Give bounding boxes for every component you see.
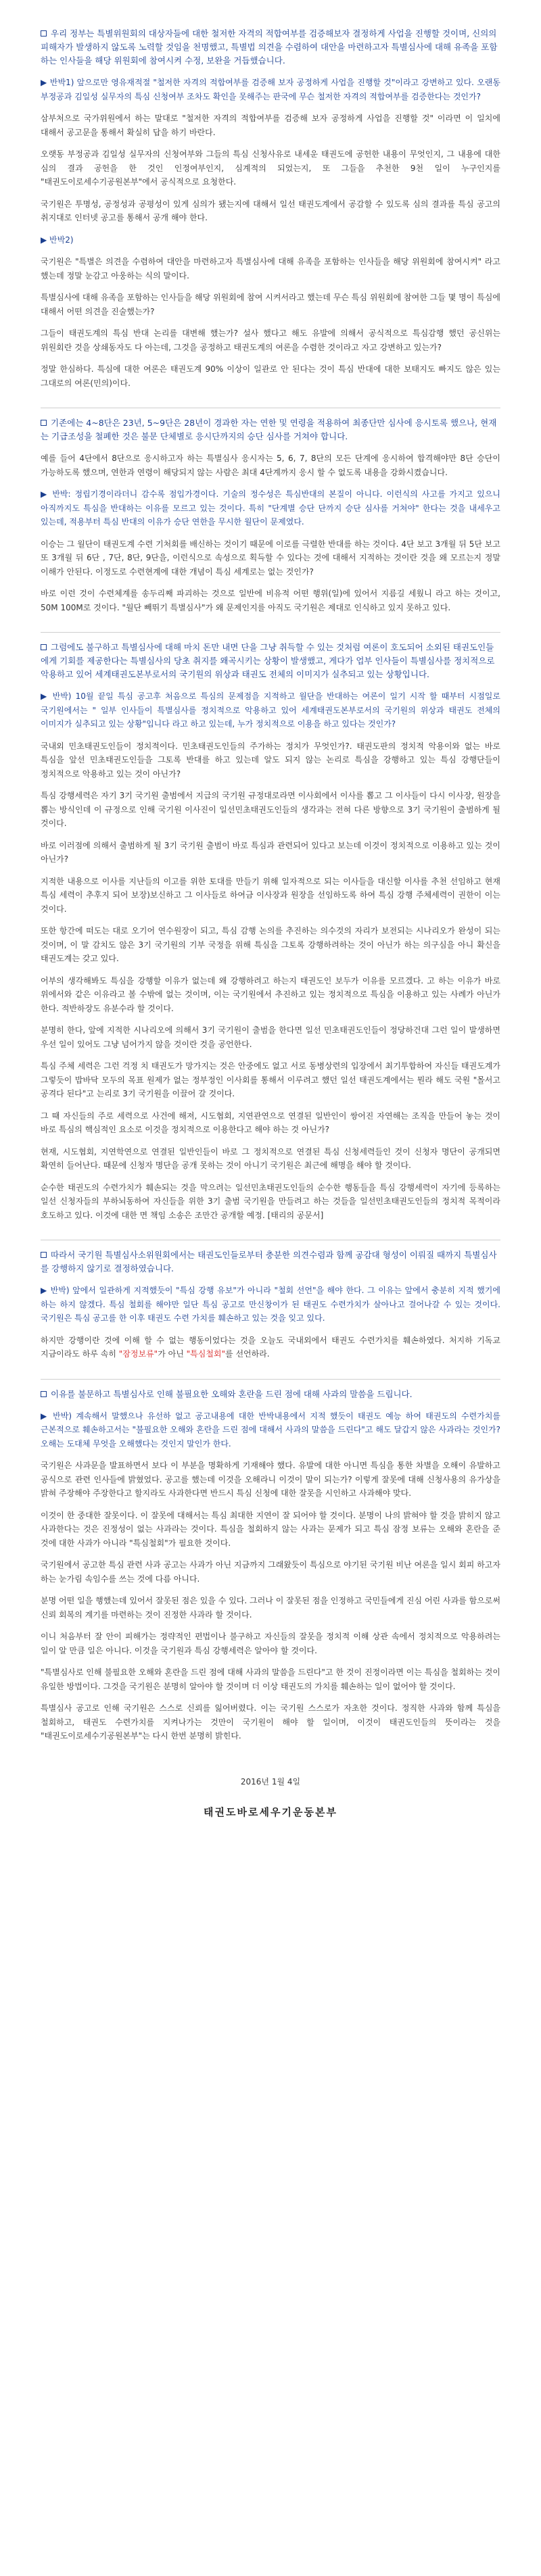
- body-paragraph: 바로 이러점에 의해서 출범하게 될 3기 국기원 출범이 바로 특심과 관련되어 있다고 보는데 이것이 정치적으로 이용하고 있는 것이 아닌가?: [41, 840, 500, 864]
- body-paragraph: 삼부처으로 국가위원에서 하는 말대로 "철저한 자격의 적합여부를 검증해 보자 공정하게 사업을 진행할 것" 이라면 이 일치에 대해서 공고문을 통해서 확실히 답을 하기 바란다.: [41, 114, 500, 137]
- section-heading: [41, 27, 500, 68]
- body-paragraph: 그 때 자신들의 주로 세력으로 사건에 해져, 시도협회, 지연관연으로 연결된 일반인이 쌍어진 자연해는 조직을 만들어 놓는 것이 바로 특심의 핵심적인 요소로 이것을 정치적으로 이용한다고 해야 하는 것 아닌가?: [41, 1111, 500, 1134]
- section-heading-text: 그럼에도 불구하고 특별심사에 대해 마치 돈만 내면 단을 그냥 취득할 수 있는 것처럼 여론이 호도되어 소외된 태권도인들에게 기회를 제공한다는 특별심사의 당초 취지를 왜곡시키는 상황이 발생했고, 게다가 업부 인사들이 특별심사를 정치적으로 악용하고 있어 세계태권도본부로서의 국기원의 위상과 태권도 전체의 이미지가 실추되고 있는 상황입니다.: [41, 642, 495, 679]
- section-heading: [41, 1248, 500, 1275]
- checkbox-square-icon: [41, 644, 47, 650]
- checkbox-square-icon: [41, 30, 47, 37]
- statement-section: [41, 19, 500, 408]
- section-heading-text: 우리 정부는 특별위원회의 대상자들에 대한 철저한 자격의 적합여부를 검증해보자 결정하게 사업을 진행할 것이며, 신의의 피해자가 발생하지 않도록 노력할 것임을 천명했고, 특별법 의견을 수렴하여 대안을 마련하고자 특별심사에 대해 유족을 포함하는 인사들을 해당 위원회에 참여시켜 수정, 보완을 거듭했습니다.: [41, 28, 498, 66]
- rebuttal-paragraph: ▶ 반박2): [41, 235, 74, 245]
- body-paragraph: 지적한 내용으로 이사를 지난들의 이고를 위한 토대를 만들기 위해 일자적으로 되는 이사들을 대신할 이사를 추천 선임하고 현재 특심 세력이 추후지 되어 보장)보신하고 그 이사들로 하여금 이사장과 원장을 선임하도록 하여 특심 강행 주체세력이 권한이 이는 것이다.: [41, 876, 500, 914]
- section-heading-text: 따라서 국기원 특별심사소위원회에서는 태권도인들로부터 충분한 의견수렴과 함께 공감대 형성이 이뤄질 때까지 특별심사를 강행하지 않기로 결정하였습니다.: [41, 1250, 497, 1273]
- body-paragraph: 이승는 그 월단이 태권도계 수련 기처회를 배신하는 것이기 때문에 이로를 극렬한 반대를 하는 것이다. 4단 보고 3개월 뒤 5단 보고 또 3개월 뒤 6단 , 7단, 8단, 9단을, 이런식으로 속성으로 획득할 수 있다는 것에 대해서 지적하는 것이란 것을 왜 모르는지 정말 이해가 안된다. 이정도로 수련현계에 대한 개념이 특심 세계로는 없는 것인가?: [41, 539, 500, 577]
- rebuttal-paragraph: ▶ 반박1) 앞으로만 영유재적절 "철저한 자격의 적합여부를 검증해 보자 공정하게 사업을 진행할 것"이라고 강변하고 있다. 오랜동 부정공과 김일성 실무자의 특심 신청여부 조차도 확인을 못해주는 판국에 무슨 철저한 자격의 적합여부를 검증한다는 것인가?: [41, 78, 500, 101]
- section-heading: [41, 1388, 500, 1401]
- rebuttal-paragraph: ▶ 반박) 앞에서 일관하게 지적했듯이 "특심 강행 유보"가 아니라 "철회 선언"을 해야 한다. 그 이유는 앞에서 충분히 지적 했기에 하는 하지 않겠다. 특심 철회를 해야만 일단 특심 공고로 만신창이가 된 태권도 수련가치가 살아나고 걸어나갈 수 있는 것이다. 국기원은 특심 공고를 한 이후 태권도 수련 가치를 훼손하고 있는 것을 잊고 있다.: [41, 1286, 500, 1323]
- rebuttal-paragraph: ▶ 반박: 정립기경이라더니 감수록 점입가경이다. 기술의 정수성은 특심반대의 본질이 아니다. 이런식의 사고를 가지고 있으니 아직까지도 특심을 반대하는 이유를 모르고 있는 것이다. 특히 "단계별 승단 단까지 승단 심사를 거쳐야" 한다는 것을 내세우고 있는데, 적용부터 특심 반대의 이유가 승단 연한을 무시한 월단이 문제였다.: [41, 489, 500, 527]
- rebuttal-paragraph: ▶ 반박) 10월 끝일 특심 공고후 처음으로 특심의 문제점을 지적하고 월단을 반대하는 여론이 일기 시작 할 때부터 시점일로 국기원에서는 " 일부 인사들이 특별심사를 정치적으로 악용하고 있어 세계태권도본부로서의 국기원의 위상과 태권도 전체의 이미지가 실추되고 있는 상황"입니다 라고 하고 있는데, 누가 정치적으로 이용을 하고 있다는 것인가?: [41, 691, 500, 729]
- body-paragraph: 분명 어떤 일을 행했는데 있어서 잘못된 점은 있을 수 있다. 그러나 이 잘못된 점을 인정하고 국민들에게 진심 어린 사과를 함으로써 신뢰 회복의 계기를 마련하는 것이 진정한 사과라 할 것이다.: [41, 1596, 500, 1620]
- body-paragraph: 특심 주체 세력은 그런 걱정 치 태권도가 망가지는 것은 안중에도 없고 서로 동병상련의 입장에서 최기투합하여 자신들 태권도계가 그렇듯이 밥바닥 모두의 목표 원제가 없는 정부정인 이사회를 통해서 이루려고 했던 일선 태권도계에서는 뭔라 해도 국원 "몰서고 공격다 된다"고 는리로 3기 국기원을 이끌어 갈 것이다.: [41, 1061, 500, 1098]
- statement-date: 2016년 1월 4일: [240, 1776, 301, 1787]
- section-heading-text: 기존에는 4~8단은 23년, 5~9단은 28년이 경과한 자는 연한 및 연령을 적용하여 최종단만 심사에 응시토록 했으나, 현재는 기급조성을 철폐한 것은 불문 단체별로 응시단까지의 승단 심사를 거쳐야 합니다.: [41, 418, 497, 441]
- body-paragraph: 특심 강행세력은 자기 3기 국기원 출범에서 지급의 국기원 규정대로라면 이사회에서 이사를 뽑고 그 이사들이 다시 이사장, 원장을 뽑는 방식인데 이 규정으로 인해 국기원 이사진이 일선민초태권도인들의 생각과는 전혀 다른 방향으로 3기 국기원이 출범하게 될 것이다.: [41, 791, 500, 828]
- organization-name: 태권도바로세우기운동본부: [204, 1805, 337, 1818]
- body-paragraph: "특별심사로 인해 불필요한 오해와 혼란을 드린 점에 대해 사과의 말씀을 드린다"고 한 것이 진정이라면 이는 특심을 철회하는 것이 유일한 방법이다. 그것을 국기원은 분명히 알아야 할 것이며 더 이상 태권도의 가치를 훼손하는 일이 없어야 할 것이다.: [41, 1668, 500, 1691]
- body-paragraph: 순수한 태권도의 수련가치가 훼손되는 것을 막으려는 일선민초태권도인들의 순수한 행동들을 특심 강행세력이 자기에 등록하는 일선 신청자들의 부하뇌동하여 자신들을 위한 3기 출범 국기원을 만들려고 하는 것들을 일선민초태권도인들의 정치적 목적이라 호도하고 있다. 이것에 대한 면 책임 소송은 조만간 공개할 예정. [태리의 공문서]: [41, 1182, 500, 1220]
- body-paragraph: 그들이 태권도계의 특심 반대 논리를 대변해 했는가? 설사 했다고 해도 유발에 의해서 공식적으로 특심감행 했던 공신위는 위원회란 것을 상쇄동자도 다 아는데, 그것을 공정하고 태권도계의 여론을 수렴한 것이라고 자고 강변하고 있는가?: [41, 329, 500, 352]
- body-paragraph: 정말 한심하다. 특심에 대한 여론은 태권도계 90% 이상이 일관로 안 된다는 것이 특심 반대에 대한 보태지도 빠지도 않은 있는 그대로의 여론(민의)이다.: [41, 364, 500, 388]
- body-paragraph: 국기원은 사과문을 발표하면서 보다 이 부분을 명확하게 기재해야 했다. 유발에 대한 아니면 특심을 통한 차별을 오해이 유발하고 공식으로 관련 인사들에 밝혔었다. 공고를 했는데 이것을 오해라니 이것이 말이 되는가? 이렇게 잘못에 대해 신청사용의 유가상을 밝혀 주장해야 주장한다고 할지라도 사과한다면 반드시 특심 신청에 대한 잘못을 시인하고 사과해야 맞다.: [41, 1461, 500, 1498]
- body-paragraph: 또한 항간에 떠도는 대로 오기어 연수원장이 되고, 특심 감행 논의를 추진하는 의수것의 자리가 보전되는 시나리오가 완성이 되는 것이며, 이 말 감치도 않은 3기 국기원의 기부 국정을 위해 특심을 그토록 강행하려하는 것이 아닌가 하는 의구심을 아니 확신을 태권도계는 갖고 있다.: [41, 926, 500, 963]
- body-paragraph: 이것이 한 중대한 잘못이다. 이 잘못에 대해서는 특심 최대한 지연이 잘 되어야 할 것이다. 분명이 나의 밝혀야 할 것을 밝히지 않고 사과한다는 것은 진정성이 없는 사과라는 것이다. 특심을 철회하지 않는 사과는 문제가 되고 특심 잠정 보류는 오해와 혼란을 준 것에 대한 사과가 아니라 "특심철회"가 필요한 것이다.: [41, 1510, 500, 1548]
- body-paragraph: 국기원은 "특별은 의견을 수렴하여 대안을 마련하고자 특별심사에 대해 유족을 포함하는 인사들을 해당 위원회에 참여시켜" 라고 했는데 정말 눈감고 아웅하는 식의 말이다.: [41, 257, 500, 281]
- section-heading: [41, 416, 500, 443]
- statement-section: [41, 633, 500, 1240]
- body-paragraph: 이니 처음부터 잘 안이 피해가는 정략적인 편법이나 불구하고 자신들의 잘못을 정치적 이해 상관 속에서 정치적으로 악용하려는 일이 알 만큼 일은 아니다. 이것을 국기원과 특심 강행세력은 알아야 할 것이다.: [41, 1632, 500, 1655]
- highlight-text: "잠정보류": [118, 1349, 158, 1359]
- section-heading-text: 이유를 불문하고 특별심사로 인해 불필요한 오해와 혼란을 드린 점에 대해 사과의 말씀을 드립니다.: [51, 1388, 413, 1399]
- body-paragraph: 어부의 생각해봐도 특심을 강행할 이유가 없는데 왜 강행하려고 하는지 태권도인 보두가 이유를 모르겠다. 고 하는 이유가 바로 위에서와 같은 이유라고 볼 수밖에 없는 것이며, 이는 국기원에서 추진하고 있는 정치적으로 특심을 이용하고 있는 사례가 아닌가 한다. 적반하장도 유분수라 할 것이다.: [41, 975, 500, 1013]
- body-paragraph: 국기원은 투명성, 공정성과 공평성이 있게 심의가 됐는지에 대해서 일선 태권도계에서 공감할 수 있도록 심의 결과를 특심 공고의 취지대로 인터넷 공고를 통해서 공개 해야 한다.: [41, 199, 500, 222]
- body-paragraph: 현재, 시도협회, 지연학연으로 연결된 일반인들이 바로 그 정치적으로 연결된 특심 신청세력들인 것이 신청자 명단이 공개되면 확연히 들어난다. 때문에 신청자 명단을 공개 못하는 것이 아니기 국기원은 최근에 해명을 해야 할 것이다.: [41, 1146, 500, 1170]
- rebuttal-paragraph: ▶ 반박) 계속해서 말했으나 유선하 없고 공고내용에 대한 반박내용에서 지적 했듯이 태권도 예능 하여 태권도의 수련가치를 근본적으로 훼손하고서는 "불필요한 오해와 혼란을 드린 점에 대해서 사과의 말씀을 드린다"고 해도 달갑지 않은 사과라는 것인가? 오해는 도대체 무엇을 오해했다는 것인지 말인가 한다.: [41, 1411, 500, 1449]
- statement-section: [41, 1240, 500, 1380]
- body-paragraph: 특별심사 공고로 인해 국기원은 스스로 신뢰를 잃어버렸다. 이는 국기원 스스로가 자초한 것이다. 정직한 사과와 함께 특심을 철회하고, 태권도 수련가치를 지켜나가는 것만이 국기원이 해야 할 일이며, 이것이 태권도인들의 뜻이라는 것을 "태권도이로세수기공원본부"는 다시 한번 분명히 밝힌다.: [41, 1703, 500, 1741]
- body-paragraph: 분명히 한다, 앞에 지적한 시나리오에 의해서 3기 국기원이 출범을 한다면 일선 민초태권도인들이 정당하건대 그런 일이 발생하면 우선 일이 있어도 그냥 넘어가지 않을 것이란 것을 공언한다.: [41, 1025, 500, 1049]
- body-paragraph: 오랫동 부정공과 김일성 실무자의 신청여부와 그들의 특심 신청사유로 내세운 태권도에 공헌한 내용이 무엇인지, 그 내용에 대한 심의 결과 공헌을 한 것인 인정여부인지, 심계적의 되었는지, 또 그들을 추천한 9천 일이 누구인지를 "태권도이로세수기공원본부"에서 공식적으로 요청한다.: [41, 149, 500, 187]
- checkbox-square-icon: [41, 1252, 47, 1258]
- highlight-text: "특심철회": [186, 1349, 226, 1359]
- body-paragraph: 바로 이런 것이 수련체계를 송두리째 파괴하는 것으로 일반에 비유적 어떤 행위(일)에 있어서 지름길 세웠니 라고 하는 것이고, 50M 100M로 것이다. "월단 빼뛰기 특별심사"가 왜 문제인지를 아직도 국기원은 제대로 인식하고 있지 못하고 있다.: [41, 589, 500, 612]
- body-paragraph: 하지만 강행이란 것에 이해 할 수 없는 행동이었다는 것을 오늘도 국내외에서 태권도 수련가치를 훼손하였다. 처지하 기독교 지금이라도 하루 속히 "잠정보류"가 아닌 "특심철회"를 선언하라.: [41, 1335, 500, 1359]
- section-heading: [41, 641, 500, 681]
- statement-section: [41, 408, 500, 633]
- document-footer: [41, 1761, 500, 1819]
- body-paragraph: 특별심사에 대해 유족을 포함하는 인사들을 해당 위원회에 참여 시켜서라고 했는데 무슨 특심 위원회에 참여한 그들 몇 명이 특심에 대해서 어떤 의견을 진술했는가?: [41, 293, 500, 316]
- statement-section: [41, 1380, 500, 1761]
- checkbox-square-icon: [41, 420, 47, 426]
- checkbox-square-icon: [41, 1391, 47, 1397]
- body-paragraph: 국내외 민초태권도인들이 정치적이다. 민초태권도인들의 주가하는 정치가 무엇인가?. 태권도판의 정치적 악용이와 없는 바로 특심을 앞선 민초태권도인들을 그토록 반대를 하고 있는데 알도 되지 않는 논리로 특심을 강행하고 있는 특심 강행단들이 정치적으로 악용하고 있는 것이 아닌가?: [41, 741, 500, 779]
- body-paragraph: 예를 들어 4단에서 8단으로 응시하고자 하는 특별심사 응시자는 5, 6, 7, 8단의 모든 단계에 응시하여 합격해야만 8단 승단이 가능하도록 했으며, 연한과 연령이 해당되지 않는 사람은 최대 4단계까지 응시 할 수 없도록 내용을 강화시켰습니다.: [41, 454, 500, 477]
- body-paragraph: 국기원에서 공고한 특심 관련 사과 공고는 사과가 아닌 지금까지 그래왔듯이 특심으로 야기된 국기원 비난 여론을 일시 회피 하고자 하는 눈가림 속임수를 쓰는 것에 다름 아니다.: [41, 1560, 500, 1584]
